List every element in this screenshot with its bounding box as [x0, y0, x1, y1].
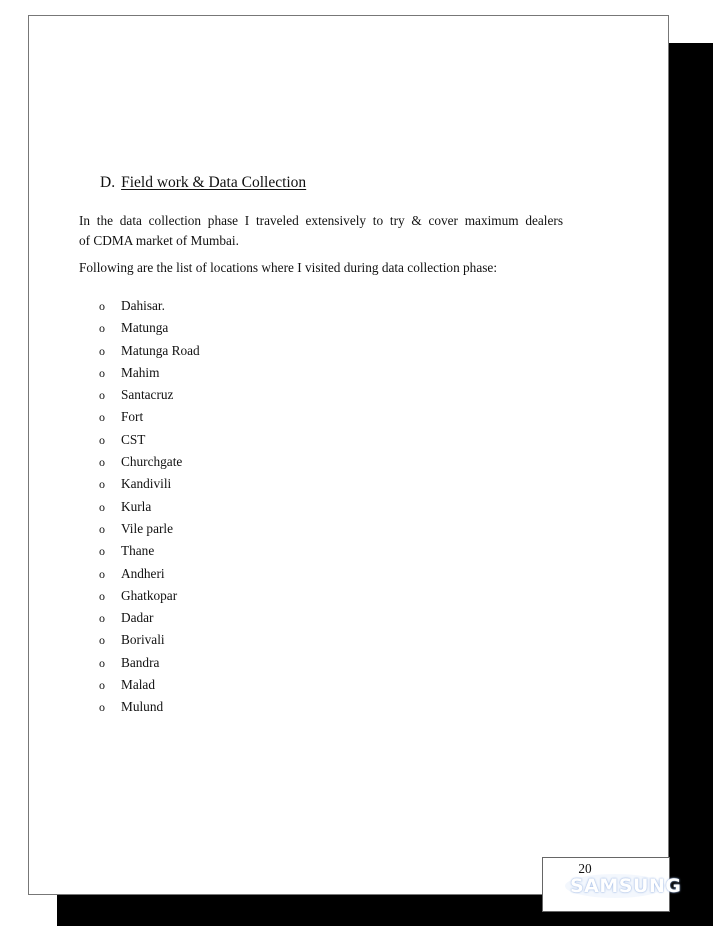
location-item: [99, 696, 200, 718]
section-heading: [100, 173, 306, 193]
location-label: Mulund: [121, 699, 164, 715]
intro-paragraph-line-2: of CDMA market of Mumbai.: [79, 233, 239, 248]
location-item: [99, 406, 200, 428]
list-intro-paragraph: Following are the list of locations where I visited during data collection phase:: [79, 260, 498, 275]
location-item: [99, 473, 200, 495]
location-item: [99, 652, 200, 674]
location-label: Kandivili: [121, 476, 172, 492]
samsung-logo: SAMSUNG: [570, 875, 682, 897]
location-label: Bandra: [121, 654, 160, 670]
location-item: [99, 295, 200, 317]
location-item: [99, 563, 200, 585]
location-label: Churchgate: [121, 454, 183, 470]
location-item: [99, 585, 200, 607]
bullet-icon: o: [99, 655, 105, 670]
location-label: Malad: [121, 677, 155, 693]
location-label: CST: [121, 431, 146, 447]
location-label: Thane: [121, 543, 155, 559]
location-item: [99, 340, 200, 362]
location-label: Fort: [121, 409, 144, 425]
section-letter: D.: [100, 174, 116, 191]
location-label: Dahisar.: [121, 298, 165, 313]
location-item: [99, 496, 200, 518]
location-label: Kurla: [121, 498, 152, 514]
location-item: [99, 429, 200, 451]
intro-paragraph: [79, 211, 563, 251]
bullet-icon: o: [99, 343, 105, 358]
bullet-icon: o: [99, 678, 105, 693]
locations-list: [99, 295, 200, 719]
location-item: [99, 518, 200, 540]
bullet-icon: o: [99, 499, 105, 514]
bullet-icon: o: [99, 544, 105, 559]
bullet-icon: o: [99, 566, 105, 581]
bullet-icon: o: [99, 633, 105, 648]
bullet-icon: o: [99, 388, 105, 403]
location-label: Ghatkopar: [121, 587, 178, 603]
location-label: Dadar: [121, 610, 154, 626]
bullet-icon: o: [99, 432, 105, 447]
footer-box: [542, 857, 682, 912]
bullet-icon: o: [99, 611, 105, 626]
bullet-icon: o: [99, 700, 105, 715]
page-number: 20: [578, 861, 592, 876]
location-item: [99, 674, 200, 696]
location-item: [99, 362, 200, 384]
section-title: Field work & Data Collection: [121, 174, 307, 191]
bullet-icon: o: [99, 477, 105, 492]
location-item: [99, 384, 200, 406]
bullet-icon: o: [99, 410, 105, 425]
location-item: [99, 629, 200, 651]
bullet-icon: o: [99, 299, 105, 313]
location-item: [99, 317, 200, 339]
location-item: [99, 607, 200, 629]
location-label: Borivali: [121, 632, 165, 648]
bullet-icon: o: [99, 365, 105, 380]
bullet-icon: o: [99, 588, 105, 603]
location-label: Matunga Road: [121, 342, 200, 358]
bullet-icon: o: [99, 521, 105, 536]
bullet-icon: o: [99, 321, 105, 336]
location-label: Andheri: [121, 565, 165, 581]
location-item: [99, 451, 200, 473]
location-item: [99, 540, 200, 562]
location-label: Matunga: [121, 320, 169, 336]
location-label: Mahim: [121, 364, 160, 380]
bullet-icon: o: [99, 455, 105, 470]
location-label: Santacruz: [121, 387, 174, 403]
location-label: Vile parle: [121, 520, 173, 536]
intro-paragraph-line-1: In the data collection phase I traveled extensively to try & cover maximum dealers: [79, 213, 563, 228]
